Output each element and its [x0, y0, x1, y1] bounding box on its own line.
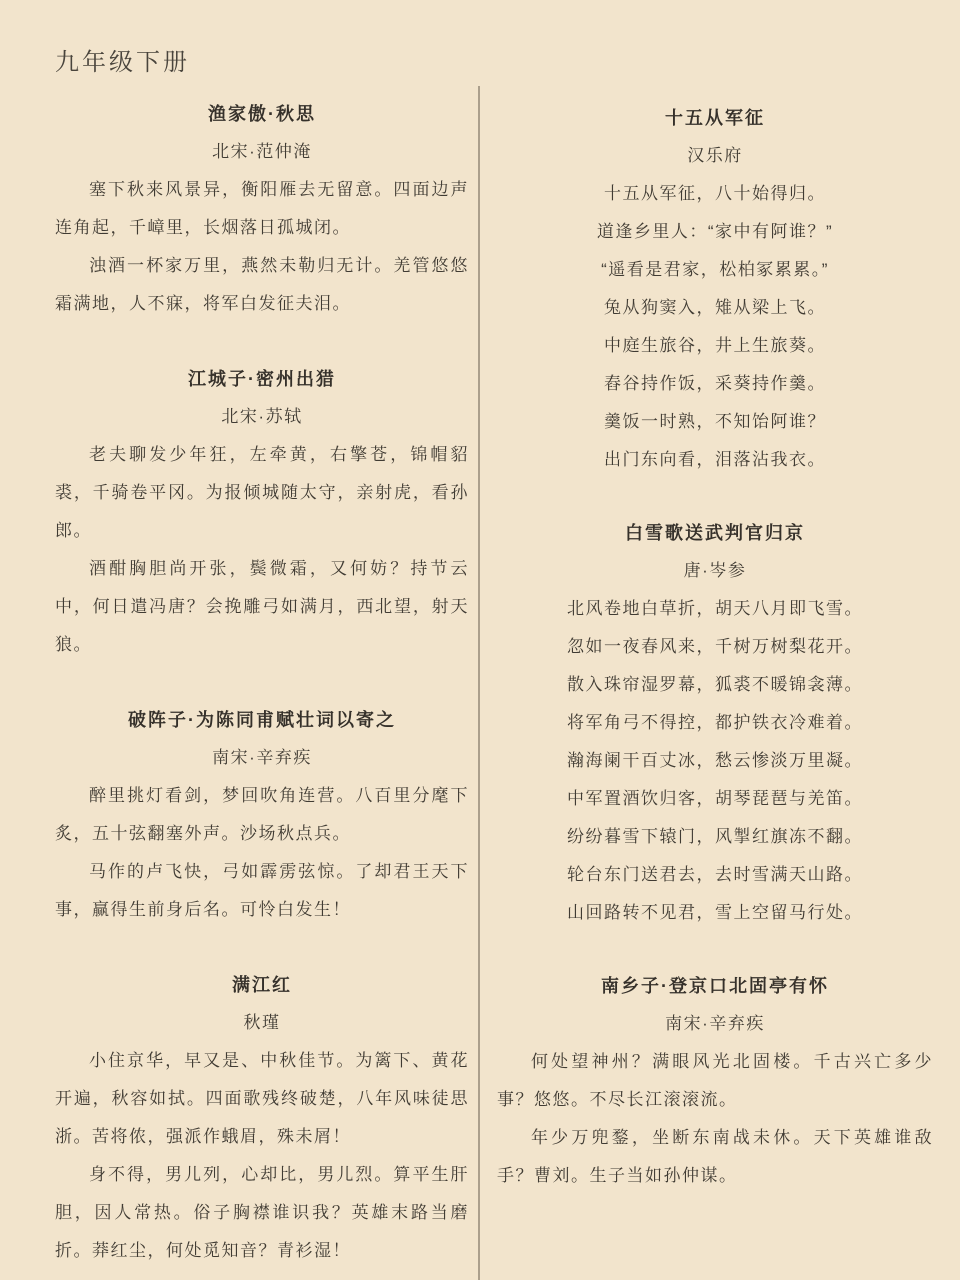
- verse-line: 将军角弓不得控，都护铁衣冷难着。: [567, 713, 863, 732]
- poem-paragraph: 马作的卢飞快，弓如霹雳弦惊。了却君王天下事，赢得生前身后名。可怜白发生！: [55, 862, 469, 919]
- poem-paragraph: 醉里挑灯看剑，梦回吹角连营。八百里分麾下炙，五十弦翻塞外声。沙场秋点兵。: [55, 786, 469, 843]
- poem-author: 唐·岑参: [683, 561, 747, 580]
- page-heading: 九年级下册: [55, 49, 190, 76]
- poem-paragraph: 老夫聊发少年狂，左牵黄，右擎苍，锦帽貂裘，千骑卷平冈。为报倾城随太守，亲射虎，看孙郎。: [55, 445, 469, 540]
- verse-line: 北风卷地白草折，胡天八月即飞雪。: [567, 599, 863, 618]
- poem-pozhenzi: [55, 701, 469, 929]
- verse-line: 兔从狗窦入，雉从梁上飞。: [604, 298, 826, 317]
- poem-title: 破阵子·为陈同甫赋壮词以寄之: [128, 710, 396, 730]
- verse-line: “遥看是君家，松柏冢累累。”: [601, 260, 829, 279]
- verse-line: 散入珠帘湿罗幕，狐裘不暖锦衾薄。: [567, 675, 863, 694]
- verse-line: 轮台东门送君去，去时雪满天山路。: [567, 865, 863, 884]
- poem-title: 十五从军征: [665, 108, 765, 128]
- poem-baixuege: [497, 514, 933, 932]
- poem-author: 汉乐府: [687, 146, 743, 165]
- poem-author: 南宋·辛弃疾: [212, 748, 312, 767]
- verse-line: 纷纷暮雪下辕门，风掣红旗冻不翻。: [567, 827, 863, 846]
- verse-line: 山回路转不见君，雪上空留马行处。: [567, 903, 863, 922]
- poem-paragraph: 身不得，男儿列，心却比，男儿烈。算平生肝胆，因人常热。俗子胸襟谁识我？英雄末路当磨折。莽红尘，何处觅知音？青衫湿！: [55, 1165, 469, 1260]
- poem-title: 白雪歌送武判官归京: [625, 523, 805, 543]
- poem-title: 江城子·密州出猎: [188, 369, 336, 389]
- verse-line: 中军置酒饮归客，胡琴琵琶与羌笛。: [567, 789, 863, 808]
- verse-line: 羹饭一时熟，不知饴阿谁？: [604, 412, 826, 431]
- poem-title: 南乡子·登京口北固亭有怀: [601, 976, 829, 996]
- poem-author: 北宋·范仲淹: [212, 142, 312, 161]
- column-divider: [478, 86, 480, 1280]
- poem-paragraph: 何处望神州？满眼风光北固楼。千古兴亡多少事？悠悠。不尽长江滚滚流。: [497, 1052, 933, 1109]
- poem-yujiaao-qiusi: [55, 95, 469, 323]
- verse-line: 道逢乡里人：“家中有阿谁？”: [596, 222, 834, 241]
- poem-paragraph: 小住京华，早又是、中秋佳节。为篱下、黄花开遍，秋容如拭。四面歌残终破楚，八年风味徒思浙。苦将侬，强派作蛾眉，殊未屑！: [55, 1051, 469, 1146]
- poem-author: 北宋·苏轼: [221, 407, 303, 426]
- poem-title: 渔家傲·秋思: [208, 104, 316, 124]
- poem-paragraph: 酒酣胸胆尚开张，鬓微霜，又何妨？持节云中，何日遣冯唐？会挽雕弓如满月，西北望，射天狼。: [55, 559, 469, 654]
- verse-line: 出门东向看，泪落沾我衣。: [604, 450, 826, 469]
- poem-paragraph: 年少万兜鍪，坐断东南战未休。天下英雄谁敌手？曹刘。生子当如孙仲谋。: [497, 1128, 933, 1185]
- verse-line: 瀚海阑干百丈冰，愁云惨淡万里凝。: [567, 751, 863, 770]
- verse-line: 忽如一夜春风来，千树万树梨花开。: [567, 637, 863, 656]
- poem-author: 秋瑾: [243, 1013, 281, 1032]
- left-column: [55, 95, 469, 1270]
- verse-line: 舂谷持作饭，采葵持作羹。: [604, 374, 826, 393]
- poem-title: 满江红: [232, 975, 292, 995]
- poem-nanxiangzi: [497, 967, 933, 1195]
- poem-paragraph: 浊酒一杯家万里，燕然未勒归无计。羌管悠悠霜满地，人不寐，将军白发征夫泪。: [55, 256, 469, 313]
- right-column: [497, 99, 933, 1195]
- poem-manjianghong: [55, 966, 469, 1270]
- poem-jiangchengzi-mizhouchulie: [55, 360, 469, 664]
- verse-line: 中庭生旅谷，井上生旅葵。: [604, 336, 826, 355]
- poem-author: 南宋·辛弃疾: [665, 1014, 765, 1033]
- poem-paragraph: 塞下秋来风景异，衡阳雁去无留意。四面边声连角起，千嶂里，长烟落日孤城闭。: [55, 180, 469, 237]
- poem-shiwucongjunzheng: [497, 99, 933, 479]
- verse-line: 十五从军征，八十始得归。: [604, 184, 826, 203]
